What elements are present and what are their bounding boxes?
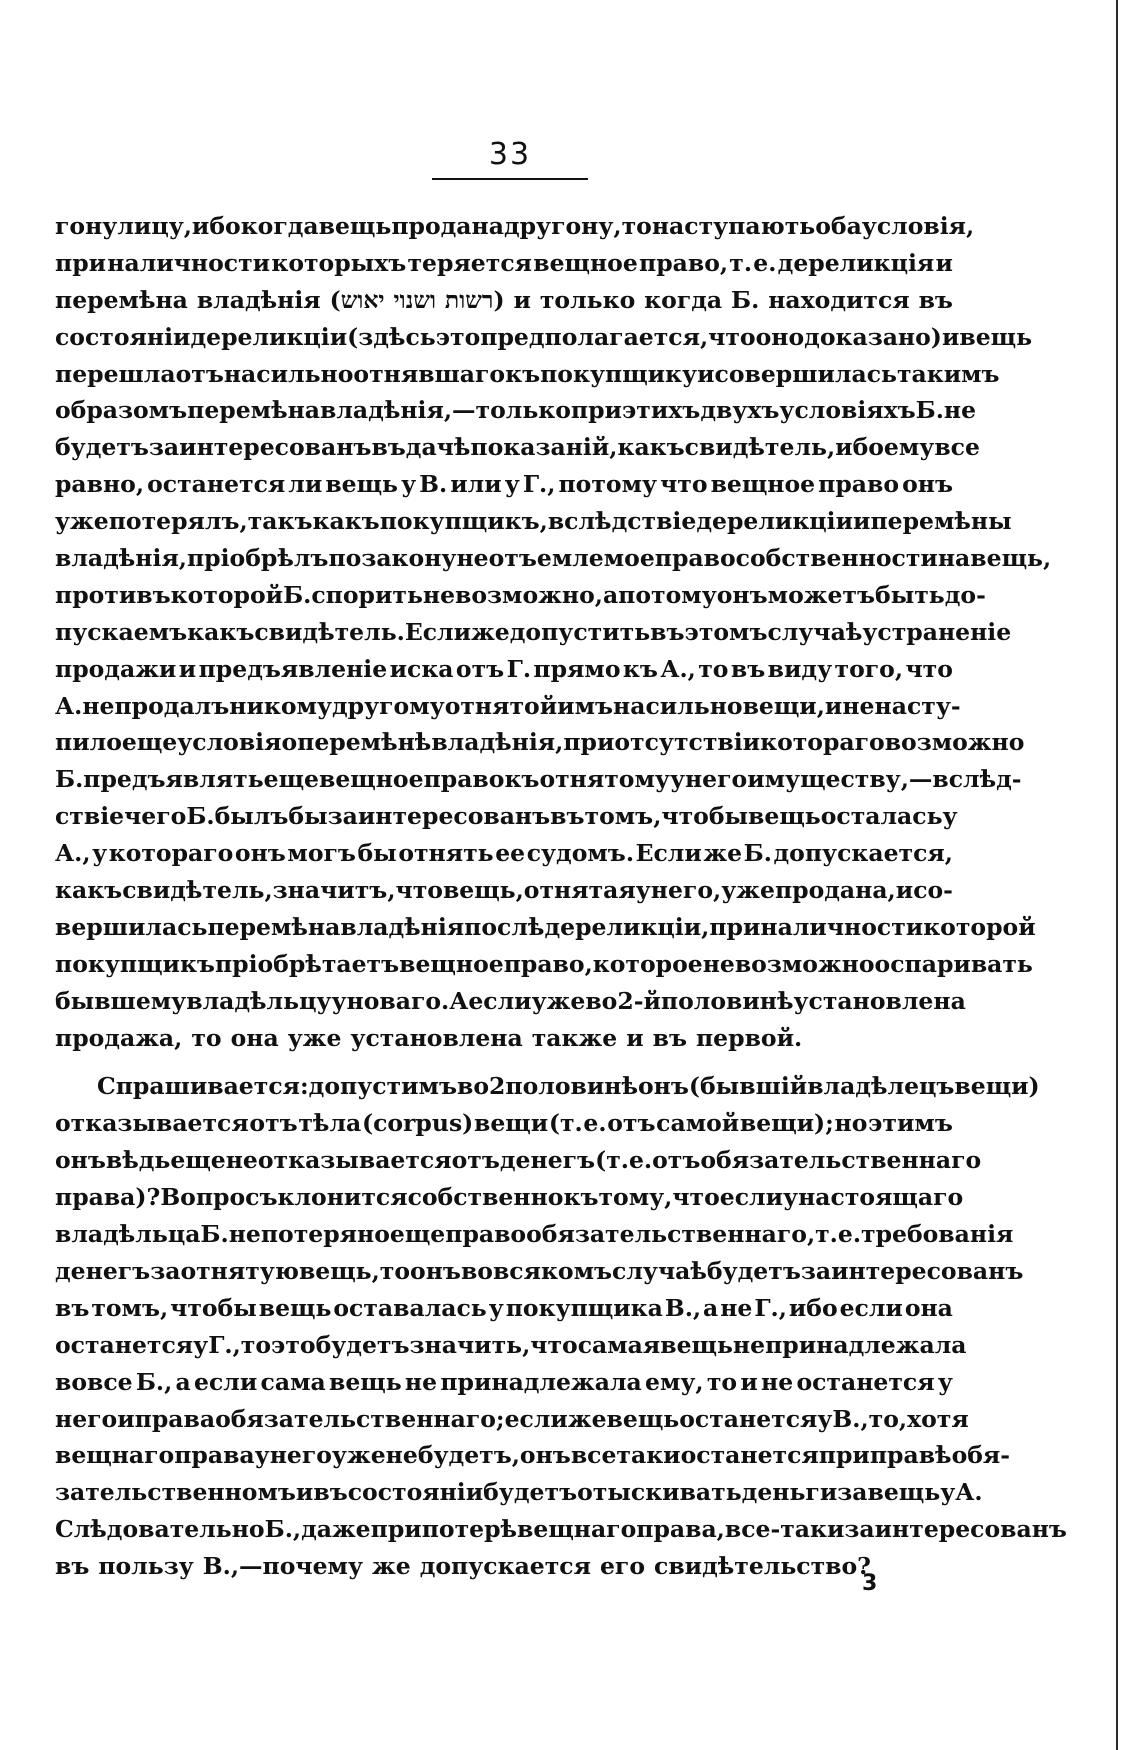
- text-line: будетъ заинтересованъ въ дачѣ показаній, какъ свидѣтель, ибо ему все: [55, 433, 980, 462]
- paragraph-2: [55, 1068, 1067, 1584]
- text-line: отказывается отъ тѣла (corpus) вещи (т. е. отъ самой вещи); но этимъ: [55, 1109, 953, 1138]
- text-line: какъ свидѣтель, значитъ, что вещь, отнятая у него, уже продана, и со-: [55, 876, 953, 905]
- text-line: состояніи дереликціи (здѣсь это предполагается, что оно доказано) и вещь: [55, 322, 1033, 351]
- text-line: при наличности которыхъ теряется вещное право, т. е. дереликція и: [55, 248, 953, 277]
- signature-mark: 3: [862, 1571, 878, 1596]
- text-line: въ томъ, чтобы вещь оставалась у покупщика В., а не Г., ибо если она: [55, 1293, 953, 1322]
- text-line: образомъ перемѣна владѣнія,—только при этихъ двухъ условіяхъ Б. не: [55, 396, 977, 425]
- text-line: права)? Вопросъ клонится собственно къ тому, что если у настоящаго: [55, 1183, 964, 1212]
- text-line: противъ которой Б. спорить невозможно, а потому онъ можетъ быть до-: [55, 580, 986, 609]
- text-line: владѣнія, пріобрѣлъ по закону неотъемлемое право собственности на вещь,: [55, 544, 1052, 573]
- text-line: въ пользу В.,—почему же допускается его свидѣтельство?: [55, 1552, 871, 1581]
- text-line: продажа, то она уже установлена также и въ первой.: [55, 1023, 803, 1052]
- text-line: останется у Г., то это будетъ значить, что самая вещь не принадлежала: [55, 1330, 967, 1359]
- text-line: уже потерялъ, такъ какъ покупщикъ, вслѣдствіе дереликціи и перемѣны: [55, 507, 1012, 536]
- text-line: него и права обязательственнаго; если же вещь останется у В., то, хотя: [55, 1404, 969, 1433]
- text-line: А., у котораго онъ могъ бы отнять ее судомъ. Если же Б. допускается,: [55, 839, 953, 868]
- page-number: 33: [488, 137, 532, 172]
- text-line: перемѣна владѣнія (יאוש ושנוי רשות) и только когда Б. находится въ: [55, 285, 953, 314]
- text-line: денегъ за отнятую вещь, то онъ во всякомъ случаѣ будетъ заинтересованъ: [55, 1256, 1024, 1285]
- paragraph-1: [55, 208, 1052, 1056]
- header-rule: [432, 178, 588, 180]
- text-line: вершилась перемѣна владѣнія послѣ дереликціи, при наличности которой: [55, 912, 1036, 941]
- text-line: гону лицу, ибо когда вещь продана другону, то наступають оба условія,: [55, 212, 975, 240]
- text-line: зательственномъ и въ состояніи будетъ отыскивать деньги за вещь у А.: [55, 1478, 983, 1507]
- text-line: Б. предъявлять еще вещное право къ отнятому у него имуществу,—вслѣд-: [55, 765, 1022, 794]
- text-line: ствіе чего Б. былъ бы заинтересованъ въ томъ, что бы вещь осталась у: [55, 802, 958, 831]
- text-line: бывшему владѣльцу у новаго. А если уже во 2-й половинѣ установлена: [55, 986, 966, 1015]
- text-line: пило еще условія о перемѣнѣ владѣнія, при отсутствіи котораго возможно: [55, 728, 1025, 757]
- text-line: онъ вѣдь еще не отказывается отъ денегъ (т. е. отъ обязательственнаго: [55, 1146, 982, 1175]
- text-line: владѣльца Б. не потеряно еще право обязательственнаго, т. е. требованія: [55, 1220, 1014, 1249]
- text-line: перешла отъ насильно отнявшаго къ покупщику и совершилась такимъ: [55, 359, 1000, 388]
- text-line: вовсе Б., а если сама вещь не принадлежала ему, то и не останется у: [55, 1367, 953, 1396]
- page-edge-line: [1116, 0, 1118, 1750]
- text-line: равно, останется ли вещь у В. или у Г., потому что вещное право онъ: [55, 470, 953, 499]
- body-text: [55, 208, 1067, 1585]
- text-line: покупщикъ пріобрѣтаетъ вещное право, которое невозможно оспаривать: [55, 949, 1033, 978]
- text-line: А. не продалъ никому другому отнятой имъ насильно вещи, и не насту-: [55, 691, 961, 720]
- text-line: пускаемъ какъ свидѣтель. Если же допустить въ этомъ случаѣ устраненіе: [55, 617, 1012, 646]
- text-line: вещнаго права у него уже не будетъ, онъ все таки останется при правѣ обя-: [55, 1441, 1011, 1470]
- paragraph-gap: [55, 1056, 953, 1068]
- text-line: Слѣдовательно Б., даже при потерѣ вещнаго права, все-таки заинтересованъ: [55, 1515, 1067, 1544]
- text-line: продажи и предъявленіе иска отъ Г. прямо къ А., то въ виду того, что: [55, 654, 953, 683]
- text-line: Спрашивается: допустимъ во 2 половинѣ онъ (бывшій владѣлецъ вещи): [97, 1072, 1040, 1101]
